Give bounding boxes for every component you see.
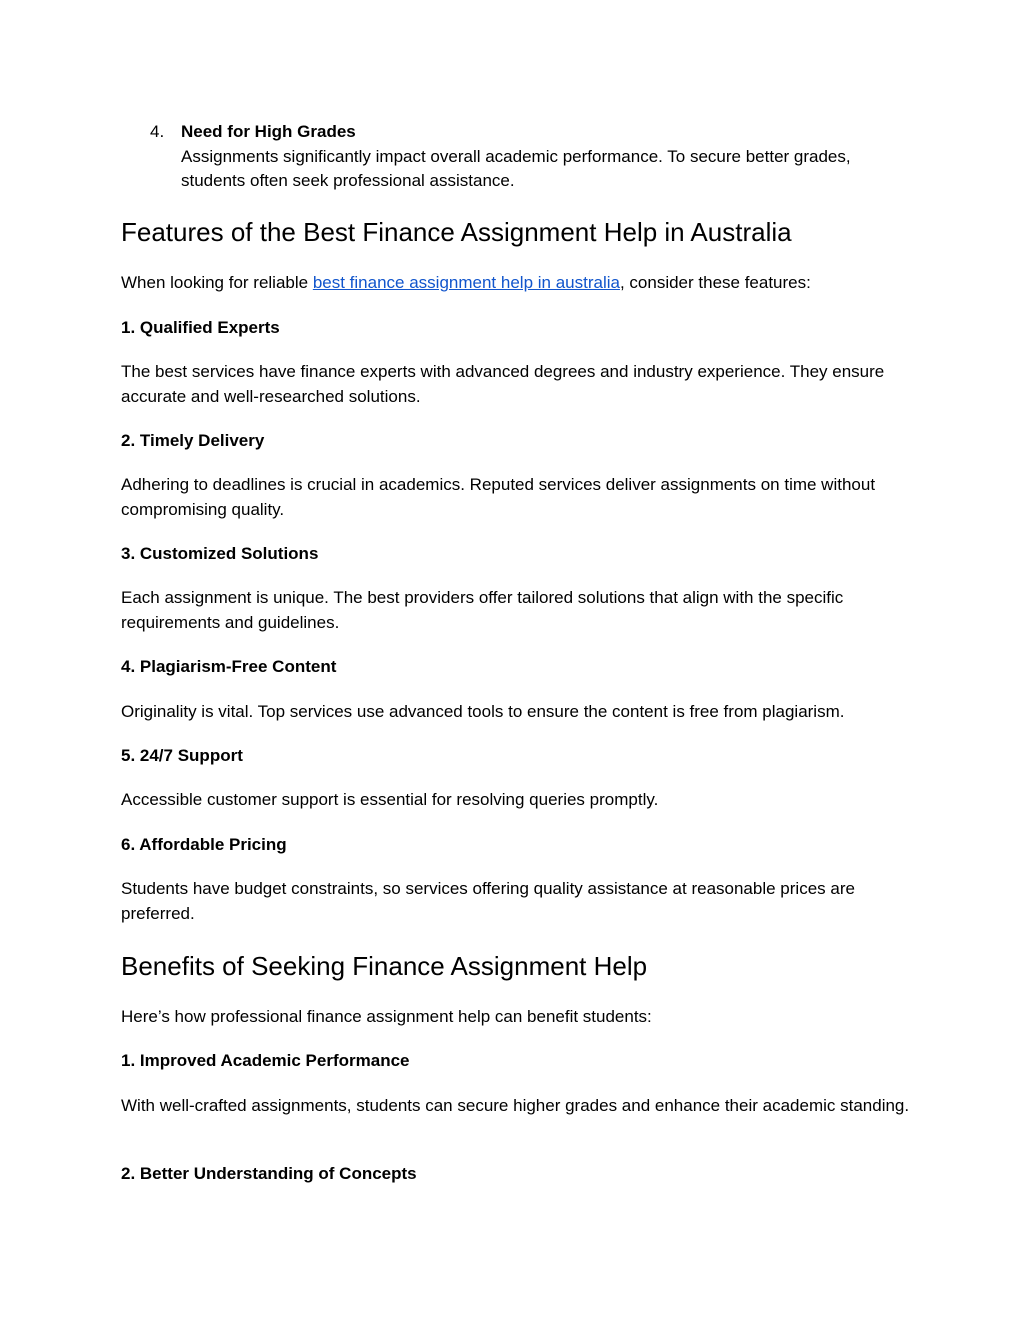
feature-title-timely-delivery: 2. Timely Delivery <box>121 431 265 450</box>
list-item-body <box>181 120 871 194</box>
feature-title-support: 5. 24/7 Support <box>121 746 243 765</box>
features-heading: Features of the Best Finance Assignment Help in Australia <box>121 217 792 247</box>
list-item-text: Assignments significantly impact overall academic performance. To secure better grades, students often seek professional assistance. <box>181 146 851 190</box>
feature-text-qualified-experts: The best services have finance experts with advanced degrees and industry experience. They ensure accurate and well-researched solutions. <box>121 362 885 406</box>
benefit-title-understanding-concepts: 2. Better Understanding of Concepts <box>121 1164 417 1183</box>
benefit-title-academic-performance: 1. Improved Academic Performance <box>121 1051 410 1070</box>
benefit-text-academic-performance: With well-crafted assignments, students can secure higher grades and enhance their academic standing. <box>121 1096 910 1115</box>
feature-text-affordable-pricing: Students have budget constraints, so services offering quality assistance at reasonable prices are preferred. <box>121 879 855 923</box>
feature-title-qualified-experts: 1. Qualified Experts <box>121 318 280 337</box>
features-intro-before: When looking for reliable <box>121 273 313 292</box>
benefits-heading: Benefits of Seeking Finance Assignment Help <box>121 951 648 981</box>
feature-title-customized-solutions: 3. Customized Solutions <box>121 544 319 563</box>
list-item-title: Need for High Grades <box>181 122 356 141</box>
feature-text-plagiarism-free: Originality is vital. Top services use advanced tools to ensure the content is free from plagiarism. <box>121 702 845 721</box>
list-number: 4. <box>150 122 165 141</box>
features-intro <box>121 271 911 296</box>
best-finance-assignment-help-link[interactable]: best finance assignment help in australia <box>312 273 620 292</box>
feature-title-plagiarism-free: 4. Plagiarism-Free Content <box>121 657 337 676</box>
features-intro-after: , consider these features: <box>619 273 811 292</box>
feature-title-affordable-pricing: 6. Affordable Pricing <box>121 835 287 854</box>
benefits-intro: Here’s how professional finance assignment help can benefit students: <box>121 1007 652 1026</box>
feature-text-timely-delivery: Adhering to deadlines is crucial in academics. Reputed services deliver assignments on time without compromising quality. <box>121 475 876 519</box>
feature-text-customized-solutions: Each assignment is unique. The best providers offer tailored solutions that align with the specific requirements and guidelines. <box>121 588 844 632</box>
feature-text-support: Accessible customer support is essential for resolving queries promptly. <box>121 790 659 809</box>
